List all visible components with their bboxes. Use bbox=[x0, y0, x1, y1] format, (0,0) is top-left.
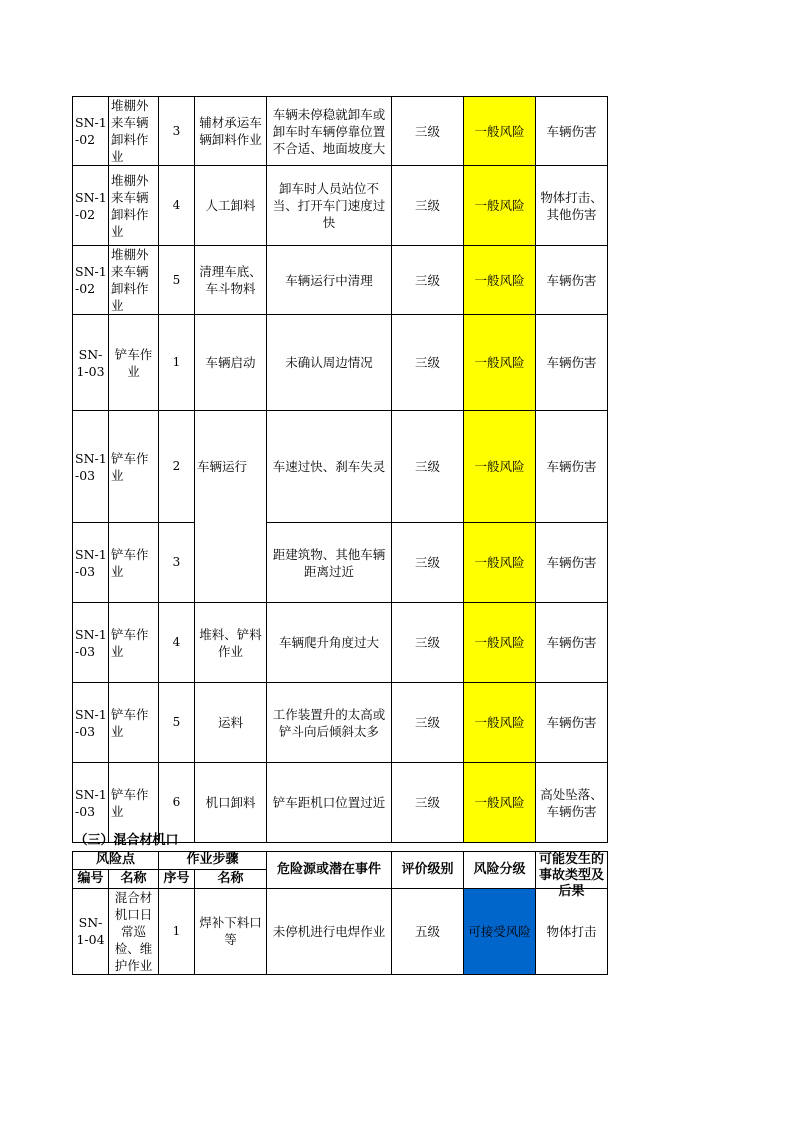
accident-cell: 车辆伤害 bbox=[536, 603, 608, 683]
table-row bbox=[73, 888, 608, 974]
step-cell: 清理车底、车斗物料 bbox=[195, 246, 267, 315]
code-cell: SN-1-02 bbox=[73, 97, 109, 166]
code-cell: SN-1-03 bbox=[73, 411, 109, 523]
seq-cell: 3 bbox=[159, 523, 195, 603]
level-cell: 三级 bbox=[392, 523, 464, 603]
table-row bbox=[73, 523, 608, 603]
table-row bbox=[73, 246, 608, 315]
seq-cell: 3 bbox=[159, 97, 195, 166]
accident-cell: 车辆伤害 bbox=[536, 683, 608, 763]
header-step-name: 名称 bbox=[195, 870, 267, 889]
header-risk-point: 风险点 bbox=[73, 851, 159, 870]
section-title: （三）混合材机口 bbox=[74, 833, 179, 849]
header-work-step: 作业步骤 bbox=[159, 851, 267, 870]
header-code: 编号 bbox=[73, 870, 109, 889]
accident-cell: 车辆伤害 bbox=[536, 523, 608, 603]
table-row bbox=[73, 97, 608, 166]
code-cell: SN-1-04 bbox=[73, 888, 109, 974]
header-risk-grade: 风险分级 bbox=[464, 851, 536, 888]
seq-cell: 6 bbox=[159, 763, 195, 843]
header-seq: 序号 bbox=[159, 870, 195, 889]
accident-cell: 车辆伤害 bbox=[536, 315, 608, 411]
risk-cell: 一般风险 bbox=[464, 683, 536, 763]
name-cell: 混合材机口日常巡检、维护作业 bbox=[109, 888, 159, 974]
risk-cell: 一般风险 bbox=[464, 97, 536, 166]
header-accident bbox=[536, 851, 608, 899]
accident-cell: 高处坠落、车辆伤害 bbox=[536, 763, 608, 843]
hazard-cell: 距建筑物、其他车辆距离过近 bbox=[267, 523, 392, 603]
hazard-cell: 铲车距机口位置过近 bbox=[267, 763, 392, 843]
risk-cell: 一般风险 bbox=[464, 246, 536, 315]
step-cell: 人工卸料 bbox=[195, 166, 267, 246]
name-cell: 堆棚外来车辆卸料作业 bbox=[109, 166, 159, 246]
accident-cell: 车辆伤害 bbox=[536, 246, 608, 315]
step-cell: 机口卸料 bbox=[195, 763, 267, 843]
risk-cell: 一般风险 bbox=[464, 763, 536, 843]
level-cell: 三级 bbox=[392, 603, 464, 683]
name-cell: 铲车作业 bbox=[109, 683, 159, 763]
level-cell: 三级 bbox=[392, 763, 464, 843]
hazard-cell: 卸车时人员站位不当、打开车门速度过快 bbox=[267, 166, 392, 246]
accident-cell: 物体打击、其他伤害 bbox=[536, 166, 608, 246]
level-cell: 三级 bbox=[392, 97, 464, 166]
header-row bbox=[73, 851, 608, 870]
level-cell: 三级 bbox=[392, 683, 464, 763]
code-cell: SN-1-03 bbox=[73, 315, 109, 411]
hazard-cell: 工作装置升的太高或铲斗向后倾斜太多 bbox=[267, 683, 392, 763]
seq-cell: 4 bbox=[159, 603, 195, 683]
hazard-cell: 车辆运行中清理 bbox=[267, 246, 392, 315]
name-cell: 铲车作业 bbox=[109, 523, 159, 603]
name-cell: 铲车作业 bbox=[109, 763, 159, 843]
step-cell: 运料 bbox=[195, 683, 267, 763]
header-name: 名称 bbox=[109, 870, 159, 889]
hazard-cell: 车辆未停稳就卸车或卸车时车辆停靠位置不合适、地面坡度大 bbox=[267, 97, 392, 166]
header-hazard: 危险源或潜在事件 bbox=[267, 851, 392, 888]
header-eval-level: 评价级别 bbox=[392, 851, 464, 888]
hazard-cell: 未停机进行电焊作业 bbox=[267, 888, 392, 974]
table-row bbox=[73, 603, 608, 683]
risk-cell: 一般风险 bbox=[464, 166, 536, 246]
step-cell: 车辆运行 bbox=[195, 411, 267, 603]
code-cell: SN-1-03 bbox=[73, 603, 109, 683]
hazard-cell: 车辆爬升角度过大 bbox=[267, 603, 392, 683]
level-cell: 三级 bbox=[392, 246, 464, 315]
code-cell: SN-1-02 bbox=[73, 166, 109, 246]
code-cell: SN-1-03 bbox=[73, 763, 109, 843]
name-cell: 铲车作业 bbox=[109, 315, 159, 411]
risk-table bbox=[72, 96, 608, 843]
step-cell: 堆料、铲料作业 bbox=[195, 603, 267, 683]
section-title-row bbox=[73, 832, 608, 851]
accident-cell: 车辆伤害 bbox=[536, 97, 608, 166]
name-cell: 堆棚外来车辆卸料作业 bbox=[109, 246, 159, 315]
header-accident-text: 可能发生的事故类型及后果 bbox=[538, 851, 604, 899]
seq-cell: 1 bbox=[159, 315, 195, 411]
seq-cell: 4 bbox=[159, 166, 195, 246]
table-row bbox=[73, 166, 608, 246]
risk-cell: 一般风险 bbox=[464, 523, 536, 603]
level-cell: 五级 bbox=[392, 888, 464, 974]
level-cell: 三级 bbox=[392, 411, 464, 523]
table-row bbox=[73, 315, 608, 411]
name-cell: 铲车作业 bbox=[109, 603, 159, 683]
risk-cell: 一般风险 bbox=[464, 603, 536, 683]
table-row bbox=[73, 763, 608, 843]
table-row bbox=[73, 683, 608, 763]
hazard-cell: 未确认周边情况 bbox=[267, 315, 392, 411]
hazard-cell: 车速过快、刹车失灵 bbox=[267, 411, 392, 523]
risk-cell: 可接受风险 bbox=[464, 888, 536, 974]
level-cell: 三级 bbox=[392, 315, 464, 411]
section-table bbox=[72, 832, 608, 975]
code-cell: SN-1-03 bbox=[73, 523, 109, 603]
risk-cell: 一般风险 bbox=[464, 315, 536, 411]
step-cell: 辅材承运车辆卸料作业 bbox=[195, 97, 267, 166]
step-cell: 车辆启动 bbox=[195, 315, 267, 411]
accident-cell: 物体打击 bbox=[536, 888, 608, 974]
seq-cell: 1 bbox=[159, 888, 195, 974]
code-cell: SN-1-03 bbox=[73, 683, 109, 763]
seq-cell: 5 bbox=[159, 683, 195, 763]
name-cell: 铲车作业 bbox=[109, 411, 159, 523]
name-cell: 堆棚外来车辆卸料作业 bbox=[109, 97, 159, 166]
step-cell: 焊补下料口等 bbox=[195, 888, 267, 974]
code-cell: SN-1-02 bbox=[73, 246, 109, 315]
risk-cell: 一般风险 bbox=[464, 411, 536, 523]
accident-cell: 车辆伤害 bbox=[536, 411, 608, 523]
table-row bbox=[73, 411, 608, 523]
seq-cell: 5 bbox=[159, 246, 195, 315]
level-cell: 三级 bbox=[392, 166, 464, 246]
seq-cell: 2 bbox=[159, 411, 195, 523]
